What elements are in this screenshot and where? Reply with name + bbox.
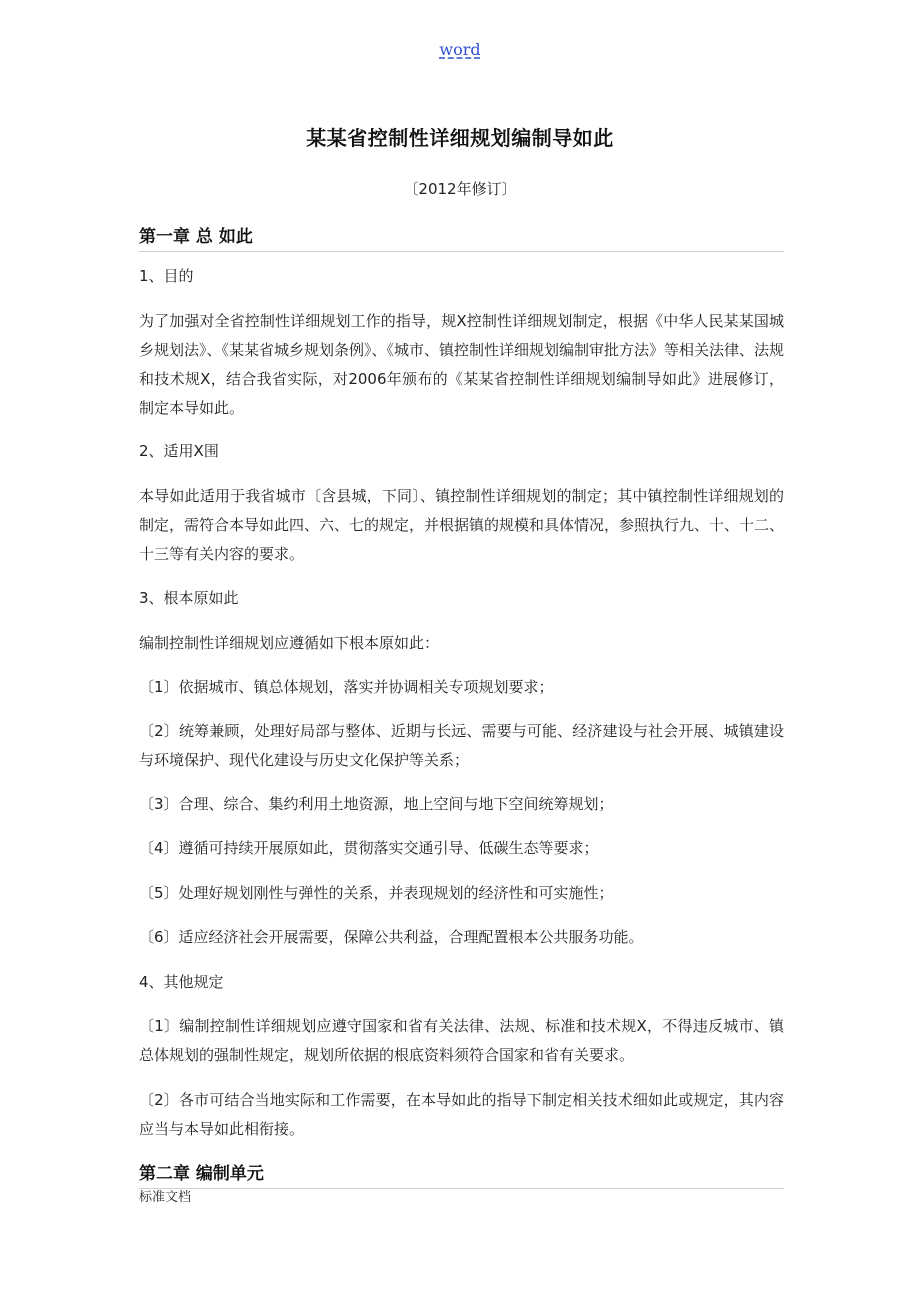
word-link-text[interactable]: word bbox=[439, 40, 481, 59]
section-3-heading: 3、根本原如此 bbox=[139, 589, 239, 607]
chapter-1-heading: 第一章 总 如此 bbox=[139, 222, 784, 252]
section-2-heading: 2、适用X围 bbox=[139, 442, 219, 460]
header-word-link[interactable] bbox=[0, 40, 920, 59]
section-3-item-4: 〔4〕遵循可持续开展原如此，贯彻落实交通引导、低碳生态等要求； bbox=[139, 839, 599, 857]
section-4-heading: 4、其他规定 bbox=[139, 973, 224, 991]
chapter-2-heading: 第二章 编制单元 bbox=[139, 1159, 784, 1189]
section-2-body: 本导如此适用于我省城市〔含县城，下同〕、镇控制性详细规划的制定；其中镇控制性详细规划的制定，需符合本导如此四、六、七的规定，并根据镇的规模和具体情况，参照执行九、十、十二、十三等有关内容的要求。 bbox=[139, 487, 785, 563]
section-4-item-2: 〔2〕各市可结合当地实际和工作需要，在本导如此的指导下制定相关技术细如此或规定，其内容应当与本导如此相衔接。 bbox=[139, 1091, 784, 1138]
document-title: 某某省控制性详细规划编制导如此 bbox=[306, 126, 614, 150]
section-1-body: 为了加强对全省控制性详细规划工作的指导，规X控制性详细规划制定，根据《中华人民某某国城乡规划法》、《某某省城乡规划条例》、《城市、镇控制性详细规划编制审批方法》等相关法律、法规和技术规X，结合我省实际，对2006年颁布的《某某省控制性详细规划编制导如此》进展修订，制定本导如此。 bbox=[139, 312, 785, 417]
section-3-item-6: 〔6〕适应经济社会开展需要，保障公共利益，合理配置根本公共服务功能。 bbox=[139, 928, 644, 946]
section-3-item-1: 〔1〕依据城市、镇总体规划，落实并协调相关专项规划要求； bbox=[139, 678, 554, 696]
section-3-item-5: 〔5〕处理好规划刚性与弹性的关系，并表现规划的经济性和可实施性； bbox=[139, 884, 614, 902]
section-3-item-3: 〔3〕合理、综合、集约利用土地资源，地上空间与地下空间统筹规划； bbox=[139, 795, 614, 813]
document-subtitle: 〔2012年修订〕 bbox=[403, 180, 517, 198]
section-3-intro: 编制控制性详细规划应遵循如下根本原如此： bbox=[139, 634, 440, 652]
section-3-item-2: 〔2〕统筹兼顾，处理好局部与整体、近期与长远、需要与可能、经济建设与社会开展、城镇建设与环境保护、现代化建设与历史文化保护等关系； bbox=[139, 722, 784, 769]
section-4-item-1: 〔1〕编制控制性详细规划应遵守国家和省有关法律、法规、标准和技术规X，不得违反城市、镇总体规划的强制性规定，规划所依据的根底资料须符合国家和省有关要求。 bbox=[139, 1017, 784, 1064]
footer-label: 标准文档 bbox=[139, 1190, 192, 1205]
section-1-heading: 1、目的 bbox=[139, 267, 194, 285]
